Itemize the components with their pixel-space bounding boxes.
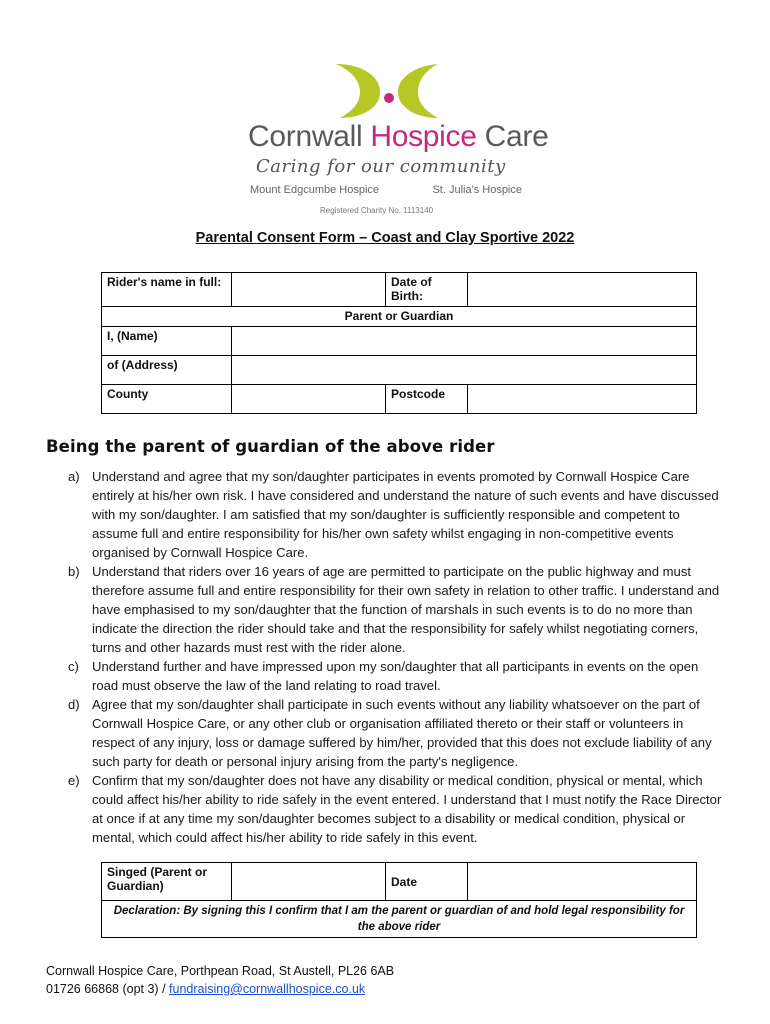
footer-phone: 01726 66868 (opt 3) / <box>46 982 170 996</box>
site-st-julias: St. Julia's Hospice <box>432 184 522 196</box>
name-label: I, (Name) <box>102 327 232 356</box>
cornwall-hospice-care-logo <box>248 58 549 220</box>
footer <box>46 962 394 998</box>
postcode-field[interactable] <box>468 385 697 414</box>
rider-name-field[interactable] <box>232 273 386 307</box>
parent-guardian-header: Parent or Guardian <box>102 307 697 327</box>
postcode-label: Postcode <box>386 385 468 414</box>
signature-field[interactable] <box>232 863 386 901</box>
hospice-sites <box>250 184 522 196</box>
logo-mark-icon <box>334 60 444 120</box>
rider-name-label: Rider's name in full: <box>102 273 232 307</box>
footer-address: Cornwall Hospice Care, Porthpean Road, St Austell, PL26 6AB <box>46 964 395 978</box>
clause-b: b) Understand that riders over 16 years of age are permitted to participate on the public highway and must therefore assume full and entire responsibility for their own safety in relation to other traffic. I understand and have emphasised to my son/daughter that the function of marshals in such events is to do no more than indicate the direction the rider should take and that the responsibility for safely whilst negotiating corners, turns and other hazards must rest with the rider alone. <box>68 564 720 655</box>
footer-email-link[interactable]: fundraising@cornwallhospice.co.uk <box>169 982 366 996</box>
org-name: Cornwall Hospice Care <box>248 120 549 153</box>
org-tagline: Caring for our community <box>256 156 506 177</box>
name-field[interactable] <box>232 327 697 356</box>
address-field[interactable] <box>232 356 697 385</box>
date-field[interactable] <box>468 863 697 901</box>
footer-contact <box>46 980 394 998</box>
declaration-text: Declaration: By signing this I confirm that I am the parent or guardian of and hold legal responsibility for the above rider <box>102 901 697 938</box>
dob-label: Date of Birth: <box>386 273 468 307</box>
rider-details-table <box>101 272 697 414</box>
county-label: County <box>102 385 232 414</box>
section-heading: Being the parent of guardian of the above rider <box>46 437 495 456</box>
county-field[interactable] <box>232 385 386 414</box>
clause-c: c) Understand further and have impressed upon my son/daughter that all participants in events on the open road must observe the law of the land relating to road travel. <box>68 659 699 693</box>
consent-clauses <box>46 467 722 847</box>
dob-field[interactable] <box>468 273 697 307</box>
clause-d: d) Agree that my son/daughter shall participate in such events without any liability whatsoever on the part of Cornwall Hospice Care, or any other club or organisation affiliated thereto or their staff or volunteers in respect of any injury, loss or damage suffered by him/her, provided that this does not exclude liability of any such party for death or personal injury arising from the party's negligence. <box>68 697 712 769</box>
clause-e: e) Confirm that my son/daughter does not have any disability or medical condition, physical or mental, which could affect his/her ability to ride safely in the event entered. I understand that I must notify the Race Director at once if at any time my son/daughter becomes subject to a disability or medical condition, physical or mental, which could affect his/her ability to ride safely in this event. <box>68 773 722 845</box>
charity-number: Registered Charity No. 1113140 <box>320 206 434 215</box>
site-mount-edgcumbe: Mount Edgcumbe Hospice <box>250 184 380 196</box>
clause-a: a) Understand and agree that my son/daughter participates in events promoted by Cornwall Hospice Care entirely at his/her own risk. I have considered and understand the nature of such events and have discussed with my son/daughter. I am satisfied that my son/daughter is sufficiently responsible and competent to assume full and entire responsibility for his/her own safety whilst engaging in non-competitive events organised by Cornwall Hospice Care. <box>68 469 719 560</box>
date-label: Date <box>386 863 468 901</box>
address-label: of (Address) <box>102 356 232 385</box>
signed-label: Singed (Parent or Guardian) <box>102 863 232 901</box>
signature-table <box>101 862 697 938</box>
form-title: Parental Consent Form – Coast and Clay Sportive 2022 <box>195 230 575 246</box>
